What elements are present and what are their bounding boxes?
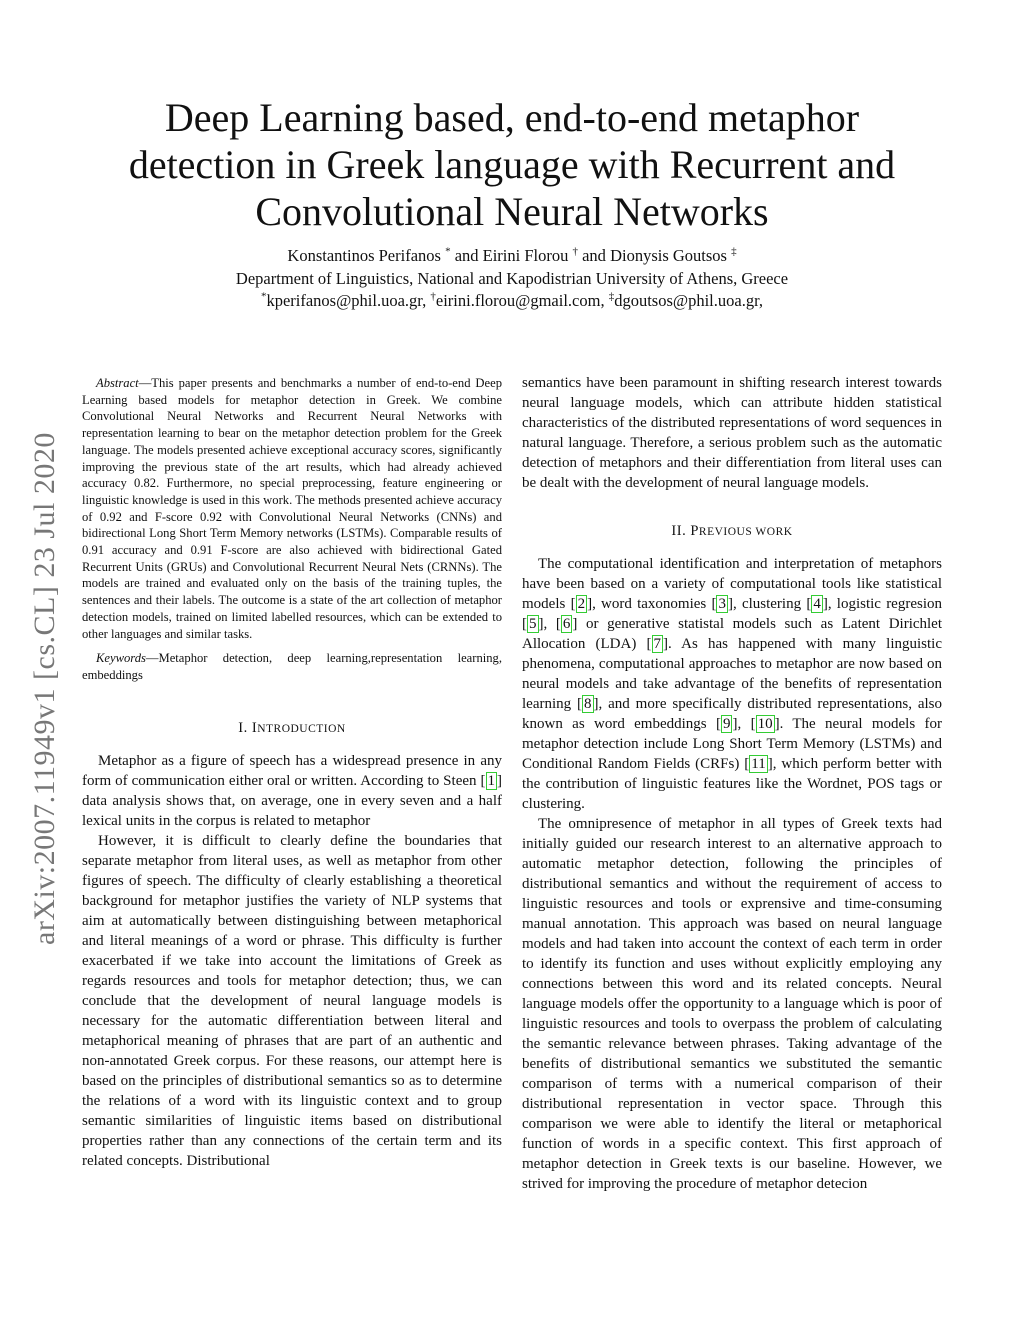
keywords bbox=[82, 650, 502, 683]
citation-link[interactable]: 1 bbox=[487, 772, 495, 789]
author-names bbox=[60, 245, 964, 268]
affiliation: Department of Linguistics, National and Kapodistrian University of Athens, Greece bbox=[235, 268, 789, 288]
email: eirini.florou@gmail.com, bbox=[435, 291, 605, 310]
heading-initial: P bbox=[690, 523, 699, 539]
title-line: Deep Learning based, end-to-end metaphor bbox=[164, 95, 860, 140]
citation-link[interactable]: 3 bbox=[718, 596, 726, 612]
author-name: Konstantinos Perifanos bbox=[287, 246, 441, 265]
section-heading-introduction bbox=[82, 720, 502, 737]
arxiv-stamp: arXiv:2007.11949v1 [cs.CL] 23 Jul 2020 bbox=[28, 432, 61, 945]
footnote-mark: † bbox=[430, 290, 436, 303]
heading-rest: REVIOUS WORK bbox=[698, 526, 793, 538]
separator: and bbox=[582, 246, 606, 265]
abstract-label: Abstract bbox=[96, 376, 139, 390]
keywords-text: —Metaphor detection, deep learning,representation learning, embeddings bbox=[82, 651, 502, 682]
paper-title bbox=[60, 94, 964, 235]
citation-link[interactable]: 6 bbox=[562, 616, 571, 632]
footnote-mark: * bbox=[260, 290, 267, 303]
title-line: Convolutional Neural Networks bbox=[255, 189, 769, 234]
abstract-text: —This paper presents and benchmarks a number of end-to-end Deep Learning based models for metaphor detection in Greek. We combine Convolutional Neural Networks and Recurrent Neural Networks with representation learning to bear on the metaphor detection problem for the Greek language. The models presented achieve exceptional accuracy scores, significantly improving the previous state of the art results, which had already achieved accuracy 0.82. Furthermore, no special preprocessing, feature engineering or linguistic knowledge is used in this work. The methods presented achieve accuracy of 0.92 and F-score 0.92 with Convolutional Neural Networks (CNNs) and bidirectional Long Short Term Memory networks (LSTMs). Comparable results of 0.91 accuracy and 0.91 F-score are also achieved with bidirectional Gated Recurrent Units (GRUs) and Convolutional Recurrent Neural Nets (CRNNs). The models are trained and evaluated only on the basis of the training tuples, the sentences and their labels. The outcome is a state of the art collection of metaphor detection models, trained on limited labelled resources, which can be extended to other languages and similar tasks. bbox=[82, 376, 502, 641]
citation-link[interactable]: 9 bbox=[722, 716, 731, 732]
left-column bbox=[82, 375, 502, 1171]
footnote-mark: † bbox=[572, 245, 578, 258]
heading-initial: I bbox=[251, 719, 258, 736]
email: dgoutsos@phil.uoa.gr, bbox=[614, 291, 764, 310]
citation-link[interactable]: 8 bbox=[584, 696, 592, 712]
citation-link[interactable]: 10 bbox=[757, 716, 773, 732]
paragraph: semantics have been paramount in shifting research interest towards neural language models, which can attribute hidden statistical characteristics of the distributed representations of word sequences in natural language. Therefore, a serious problem such as the automatic detection of metaphors and their differentiation from literal uses can be dealt with the development of neural language models. bbox=[522, 375, 942, 491]
title-line: detection in Greek language with Recurrent and bbox=[128, 142, 896, 187]
paragraph: Metaphor as a figure of speech has a widespread presence in any form of communication either oral or written. According to Steen [ 1 ] data analysis shows that, on average, one in every seven and a half lexical units in the corpus is related to metaphor bbox=[82, 752, 502, 829]
abstract bbox=[82, 375, 502, 642]
author-block bbox=[60, 245, 964, 313]
footnote-mark: * bbox=[445, 245, 451, 258]
citation-link[interactable]: 4 bbox=[813, 596, 821, 612]
heading-rest: NTRODUCTION bbox=[257, 722, 346, 735]
citation-link[interactable]: 5 bbox=[529, 616, 537, 632]
author-name: Eirini Florou bbox=[482, 246, 569, 265]
footnote-mark: ‡ bbox=[731, 245, 737, 258]
section-number: I. bbox=[238, 719, 248, 736]
email: kperifanos@phil.uoa.gr, bbox=[266, 291, 427, 310]
emails bbox=[60, 290, 964, 313]
paragraph: The computational identification and interpretation of metaphors have been based on a variety of computational tools like statistical models [ 2 ], word taxonomies [ 3 ], clustering [ 4 ], logistic regresion [ 5 ], [ 6 ] or generative statistal models such as Latent Dirichlet Allocation (LDA) [ 7 ]. As has happened with many linguistic phenomena, computational approaches to metaphor are now based on neural models and take advantage of the benefits of representation learning [ 8 ], and more specifically distributed representations, also known as word embeddings [ 9 ], [ 10 ]. The neural models for metaphor detection include Long Short Term Memory (LSTMs) and Conditional Random Fields (CRFs) [ 11 ], which perform better with the contribution of linguistic features like the Wordnet, POS tags or clustering. bbox=[522, 556, 943, 812]
citation-link[interactable]: 7 bbox=[653, 636, 662, 652]
paragraph: However, it is difficult to clearly define the boundaries that separate metaphor from literal uses, as well as metaphor from other figures of speech. The difficulty of clearly establishing a theoretical background for metaphor justifies the variety of NLP systems that aim at automatically between distinguishing between metaphorical and literal meanings of a word or phrase. This difficulty is further exacerbated if we take into account the limitations of Greek as regards resources and tools for metaphor detection; thus, we can conclude that the development of neural language models is necessary for the automatic differentiation between literal and metaphorical meaning of phrases that are part of an authentic and non-annotated Greek corpus. For these reasons, our attempt here is based on the principles of distributional semantics so as to determine the relations of a word with its linguistic context and to group semantic similarities of linguistic items based on distributional properties rather than any connections of the certain term and its related concepts. Distributional bbox=[82, 832, 502, 1169]
right-column bbox=[522, 373, 942, 1194]
author-name: Dionysis Goutsos bbox=[610, 246, 727, 265]
section-heading-previous-work bbox=[522, 523, 942, 540]
footnote-mark: ‡ bbox=[608, 290, 615, 303]
citation-link[interactable]: 2 bbox=[577, 596, 586, 612]
citation-link[interactable]: 11 bbox=[751, 756, 766, 772]
keywords-label: Keywords bbox=[96, 651, 146, 666]
paragraph: The omnipresence of metaphor in all types of Greek texts had initially guided our research interest to an alternative approach to automatic metaphor detection, following the principles of distributional semantics and without the requirement of access to linguistic resources and tools or exprensive and time-consuming manual annotation. This approach was based on neural language models and had taken into account the context of each term in order to identify its function and uses without explicitly employing any connections between this word and its related concepts. Neural language models offer the opportunity to a language which is poor of linguistic resources and tools to overpass the problem of calculating the semantic relevance between phrases. Taking advantage of the benefits of distributional semantics we substituted the semantic comparison of terms with a numerical comparison of their distributional representation in vector space. Through this comparison we were able to identify the literal or metaphorical function of words in a specific context. This first approach of metaphor detection in Greek texts is our baseline. However, we strived for improving the procedure of metaphor detecion bbox=[522, 816, 942, 1192]
section-number: II. bbox=[671, 523, 687, 539]
separator: and bbox=[454, 246, 479, 265]
